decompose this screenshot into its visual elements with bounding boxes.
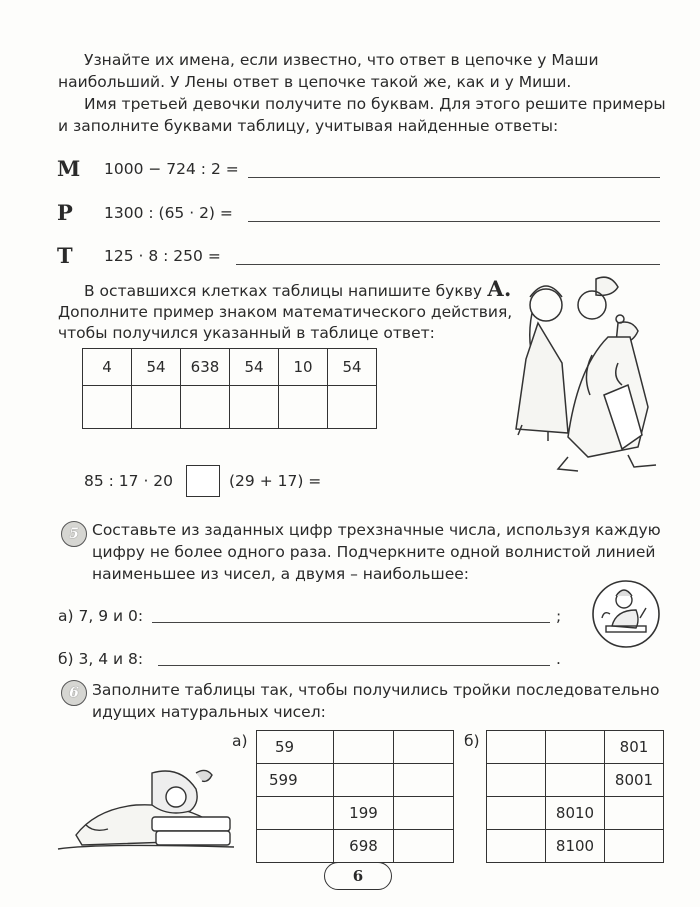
letter-table-empty-cell[interactable] (279, 386, 328, 429)
answer-line-m[interactable] (248, 177, 660, 178)
example-letter-t: Т (57, 243, 73, 268)
example-expr-r: 1300 : (65 · 2) = (104, 204, 233, 222)
triples-table-b (486, 730, 664, 863)
task-a-text-start: В оставшихся клетках таблицы напишите букву (84, 282, 482, 300)
answer-line-t[interactable] (236, 264, 660, 265)
task-a-expr-left: 85 : 17 · 20 (84, 472, 174, 490)
triples-table-b-row (487, 830, 664, 863)
answer-line-r[interactable] (248, 221, 660, 222)
letter-table-answers-row (83, 349, 377, 386)
triples-cell[interactable]: 801 (605, 731, 664, 764)
task-a-text (58, 278, 513, 344)
task-5a-end-mark: ; (556, 607, 562, 625)
triples-cell[interactable]: 199 (334, 797, 394, 830)
example-expr-m: 1000 − 724 : 2 = (104, 160, 239, 178)
task-5a-answer-line[interactable] (152, 622, 550, 623)
triples-cell[interactable]: 599 (257, 764, 334, 797)
triples-cell[interactable] (487, 731, 546, 764)
task-6-number-badge: 6 (61, 680, 87, 706)
task-a-expr-right: (29 + 17) = (229, 472, 322, 490)
example-expr-t: 125 · 8 : 250 = (104, 247, 221, 265)
triples-cell[interactable]: 698 (334, 830, 394, 863)
example-letter-r: Р (57, 200, 73, 225)
table-b-label: б) (464, 732, 480, 750)
triples-table-a-row (257, 731, 454, 764)
letter-table-letters-row (83, 386, 377, 429)
letter-table-empty-cell[interactable] (83, 386, 132, 429)
triples-cell[interactable] (546, 731, 605, 764)
table-a-label: а) (232, 732, 248, 750)
task-5b-end-mark: . (556, 650, 561, 668)
girls-whispering-illustration (508, 275, 668, 500)
triples-table-b-row (487, 764, 664, 797)
page-number: 6 (324, 862, 392, 890)
task-5a-label: а) 7, 9 и 0: (58, 607, 144, 625)
triples-cell[interactable] (546, 764, 605, 797)
triples-cell[interactable] (487, 797, 546, 830)
triples-cell[interactable] (257, 797, 334, 830)
triples-cell[interactable]: 8001 (605, 764, 664, 797)
triples-cell[interactable]: 59 (257, 731, 334, 764)
triples-cell[interactable] (334, 764, 394, 797)
letter-table-empty-cell[interactable] (230, 386, 279, 429)
triples-cell[interactable] (605, 797, 664, 830)
letter-table-empty-cell[interactable] (132, 386, 181, 429)
triples-cell[interactable] (257, 830, 334, 863)
task-5b-label: б) 3, 4 и 8: (58, 650, 144, 668)
triples-cell[interactable] (394, 797, 454, 830)
triples-table-b-row (487, 731, 664, 764)
operator-box[interactable] (186, 465, 220, 497)
task-5-number-badge: 5 (61, 521, 87, 547)
task-5b-answer-line[interactable] (158, 665, 550, 666)
intro-text (58, 49, 668, 137)
letter-table-cell: 638 (181, 349, 230, 386)
triples-cell[interactable] (394, 731, 454, 764)
task-5-text: Составьте из заданных цифр трехзначные числа, используя каждую цифру не более одного раза. Подчеркните одной волнистой линией наименьшее из чисел, а двумя – наибольшее: (92, 521, 661, 583)
triples-cell[interactable] (394, 830, 454, 863)
task-a-letter: А. (486, 276, 512, 301)
triples-cell[interactable]: 8100 (546, 830, 605, 863)
triples-cell[interactable] (487, 764, 546, 797)
triples-cell[interactable]: 8010 (546, 797, 605, 830)
triples-table-a-row (257, 764, 454, 797)
triples-cell[interactable] (487, 830, 546, 863)
thinking-boy-icon (590, 578, 662, 650)
letter-table-cell: 54 (328, 349, 377, 386)
letter-table-cell: 4 (83, 349, 132, 386)
triples-cell[interactable] (334, 731, 394, 764)
triples-table-a (256, 730, 454, 863)
intro-paragraph-2: Имя третьей девочки получите по буквам. Для этого решите примеры и заполните буквами таблицу, учитывая найденные ответы: (58, 95, 666, 135)
intro-paragraph-1: Узнайте их имена, если известно, что ответ в цепочке у Маши наибольший. У Лены ответ в цепочке такой же, как и у Миши. (58, 51, 599, 91)
triples-cell[interactable] (605, 830, 664, 863)
example-letter-m: М (57, 156, 81, 181)
triples-cell[interactable] (394, 764, 454, 797)
sleeping-child-illustration (56, 765, 238, 855)
letter-table-empty-cell[interactable] (328, 386, 377, 429)
task-6-text: Заполните таблицы так, чтобы получились тройки последовательно идущих натуральных чисел: (92, 681, 660, 721)
letter-table-empty-cell[interactable] (181, 386, 230, 429)
triples-table-a-row (257, 830, 454, 863)
letter-table-cell: 54 (230, 349, 279, 386)
letter-table-cell: 10 (279, 349, 328, 386)
letter-table (82, 348, 377, 429)
task-a-text-rest: Дополните пример знаком математического действия, чтобы получился указанный в таблице ответ: (58, 303, 513, 342)
triples-table-b-row (487, 797, 664, 830)
triples-table-a-row (257, 797, 454, 830)
letter-table-cell: 54 (132, 349, 181, 386)
